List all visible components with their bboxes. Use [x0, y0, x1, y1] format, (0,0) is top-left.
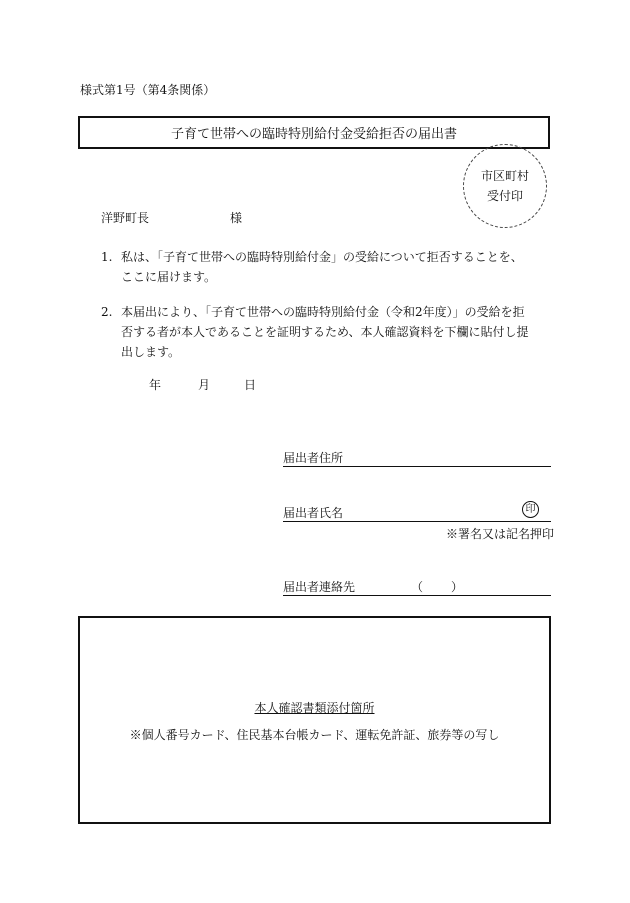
attachment-note: ※個人番号カード、住民基本台帳カード、運転免許証、旅券等の写し — [129, 728, 500, 742]
addressee-suffix: 様 — [230, 211, 243, 225]
date-year: 年 — [149, 378, 162, 392]
paragraph-2 — [101, 302, 531, 362]
date-day: 日 — [244, 378, 257, 392]
seal-mark: 印 — [522, 501, 539, 518]
document-title: 子育て世帯への臨時特別給付金受給拒否の届出書 — [170, 127, 457, 142]
attachment-area — [78, 616, 551, 824]
address-field[interactable] — [283, 449, 551, 467]
signature-note: ※署名又は記名押印 — [446, 527, 555, 541]
stamp-line-2: 受付印 — [486, 189, 523, 203]
paragraph-1 — [101, 247, 531, 287]
paragraph-2-text: 本届出により、「子育て世帯への臨時特別給付金（令和2年度）」の受給を拒否する者が本人であることを証明するため、本人確認資料を下欄に貼付し提出します。 — [121, 305, 529, 359]
paren-close: ） — [451, 580, 464, 594]
addressee-name: 洋野町長 — [101, 211, 150, 225]
stamp-line-1: 市区町村 — [480, 169, 529, 183]
name-label: 届出者氏名 — [283, 506, 344, 520]
paragraph-1-number: 1. — [101, 250, 113, 264]
attachment-title: 本人確認書類添付箇所 — [254, 701, 375, 715]
date-month: 月 — [198, 378, 211, 392]
paren-open: （ — [411, 580, 424, 594]
contact-label: 届出者連絡先 — [283, 580, 356, 594]
reception-stamp-area — [463, 144, 547, 228]
attachment-title-row — [80, 699, 549, 716]
paragraph-1-text: 私は、「子育て世帯への臨時特別給付金」の受給について拒否することを、ここに届けます。 — [121, 250, 523, 284]
address-label: 届出者住所 — [283, 451, 344, 465]
form-number: 様式第1号（第4条関係） — [80, 83, 216, 97]
name-field[interactable] — [283, 504, 551, 522]
document-title-box — [78, 116, 550, 149]
contact-field[interactable] — [283, 578, 551, 596]
paragraph-2-number: 2. — [101, 305, 113, 319]
